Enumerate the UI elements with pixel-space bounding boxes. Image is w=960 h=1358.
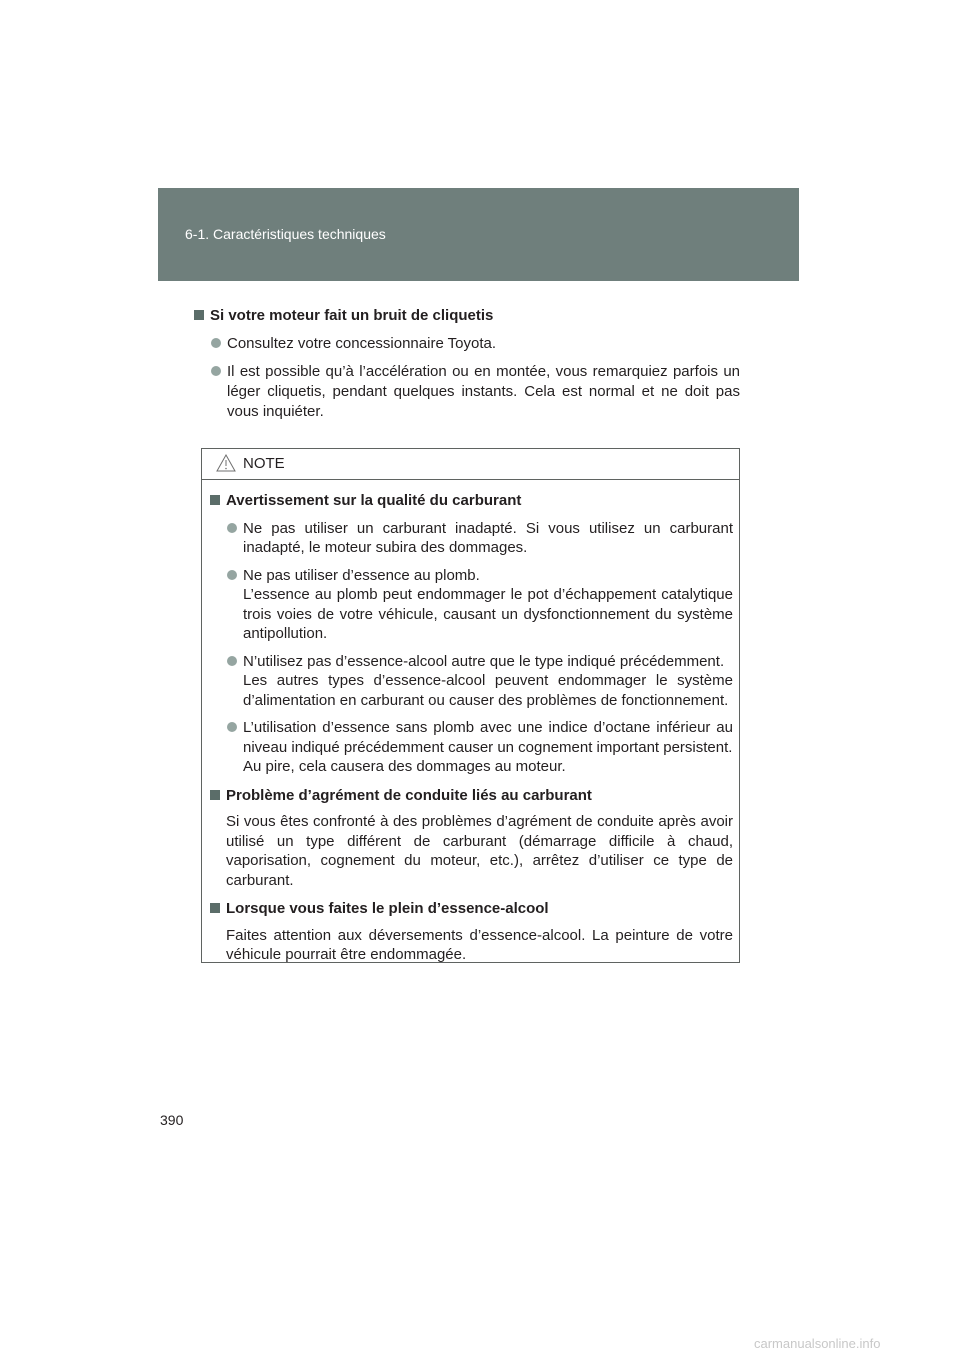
note-section-heading bbox=[210, 491, 733, 511]
note-bullet bbox=[210, 718, 733, 777]
intro-bullet-text: Il est possible qu’à l’accélération ou en montée, vous remarquiez parfois un léger cliquetis, pendant quelques instants. Cela est normal et ne doit pas vous inquiéter. bbox=[227, 363, 740, 420]
note-heading-text: Avertissement sur la qualité du carburant bbox=[226, 492, 522, 509]
note-header bbox=[202, 449, 739, 480]
note-heading-text: Problème d’agrément de conduite liés au carburant bbox=[226, 786, 592, 804]
square-bullet-icon bbox=[210, 495, 220, 505]
note-bullet-text: Ne pas utiliser un carburant inadapté. Si vous utilisez un carburant inadapté, le moteur subira des dommages. bbox=[243, 519, 733, 556]
footer-watermark: carmanualsonline.info bbox=[754, 1336, 881, 1351]
note-section-heading bbox=[210, 786, 733, 806]
note-paragraph: Si vous êtes confronté à des problèmes d’agrément de conduite après avoir utilisé un type différent de carburant (démarrage difficile à chaud, vaporisation, cognement du moteur, etc.), arrêtez d’utiliser ce type de carburant. bbox=[226, 813, 733, 889]
note-box bbox=[201, 448, 740, 963]
note-section bbox=[210, 899, 733, 965]
note-bullet bbox=[210, 652, 733, 711]
note-section-heading bbox=[210, 899, 733, 919]
note-bullet bbox=[210, 566, 733, 644]
note-body bbox=[202, 480, 739, 965]
square-bullet-icon bbox=[210, 790, 220, 800]
note-bullet-text: L’utilisation d’essence sans plomb avec une indice d’octane inférieur au niveau indiqué précédemment causer un cognement important persistent. Au pire, cela causera des dommages au moteur. bbox=[243, 719, 733, 775]
intro-section bbox=[194, 306, 740, 422]
intro-bullet bbox=[194, 334, 740, 354]
round-bullet-icon bbox=[211, 338, 221, 348]
intro-heading bbox=[194, 306, 740, 326]
round-bullet-icon bbox=[227, 570, 237, 580]
note-section bbox=[210, 491, 733, 777]
note-bullet-text: N’utilisez pas d’essence-alcool autre que le type indiqué précédemment. Les autres types d’essence-alcool peuvent endommager le système d’alimentation en carburant ou causer des problèmes de fonctionnement. bbox=[243, 652, 733, 709]
note-section bbox=[210, 786, 733, 891]
intro-bullet-text: Consultez votre concessionnaire Toyota. bbox=[227, 335, 497, 352]
note-label: NOTE bbox=[243, 455, 285, 472]
round-bullet-icon bbox=[227, 656, 237, 666]
round-bullet-icon bbox=[227, 722, 237, 732]
note-heading-text: Lorsque vous faites le plein d’essence-alcool bbox=[226, 900, 549, 917]
section-header-band bbox=[158, 188, 799, 281]
note-paragraph: Faites attention aux déversements d’essence-alcool. La peinture de votre véhicule pourrait être endommagée. bbox=[226, 926, 733, 963]
note-bullet bbox=[210, 519, 733, 558]
round-bullet-icon bbox=[227, 523, 237, 533]
intro-heading-text: Si votre moteur fait un bruit de cliquetis bbox=[210, 307, 494, 324]
round-bullet-icon bbox=[211, 366, 221, 376]
intro-bullet bbox=[194, 362, 740, 422]
note-bullet-text: Ne pas utiliser d’essence au plomb. L’essence au plomb peut endommager le pot d’échappement catalytique trois voies de votre véhicule, causant un dysfonctionnement du système antipollution. bbox=[243, 566, 733, 642]
square-bullet-icon bbox=[210, 903, 220, 913]
warning-triangle-icon bbox=[216, 454, 236, 472]
page-number: 390 bbox=[160, 1112, 184, 1128]
square-bullet-icon bbox=[194, 310, 204, 320]
section-title: 6-1. Caractéristiques techniques bbox=[185, 226, 386, 242]
